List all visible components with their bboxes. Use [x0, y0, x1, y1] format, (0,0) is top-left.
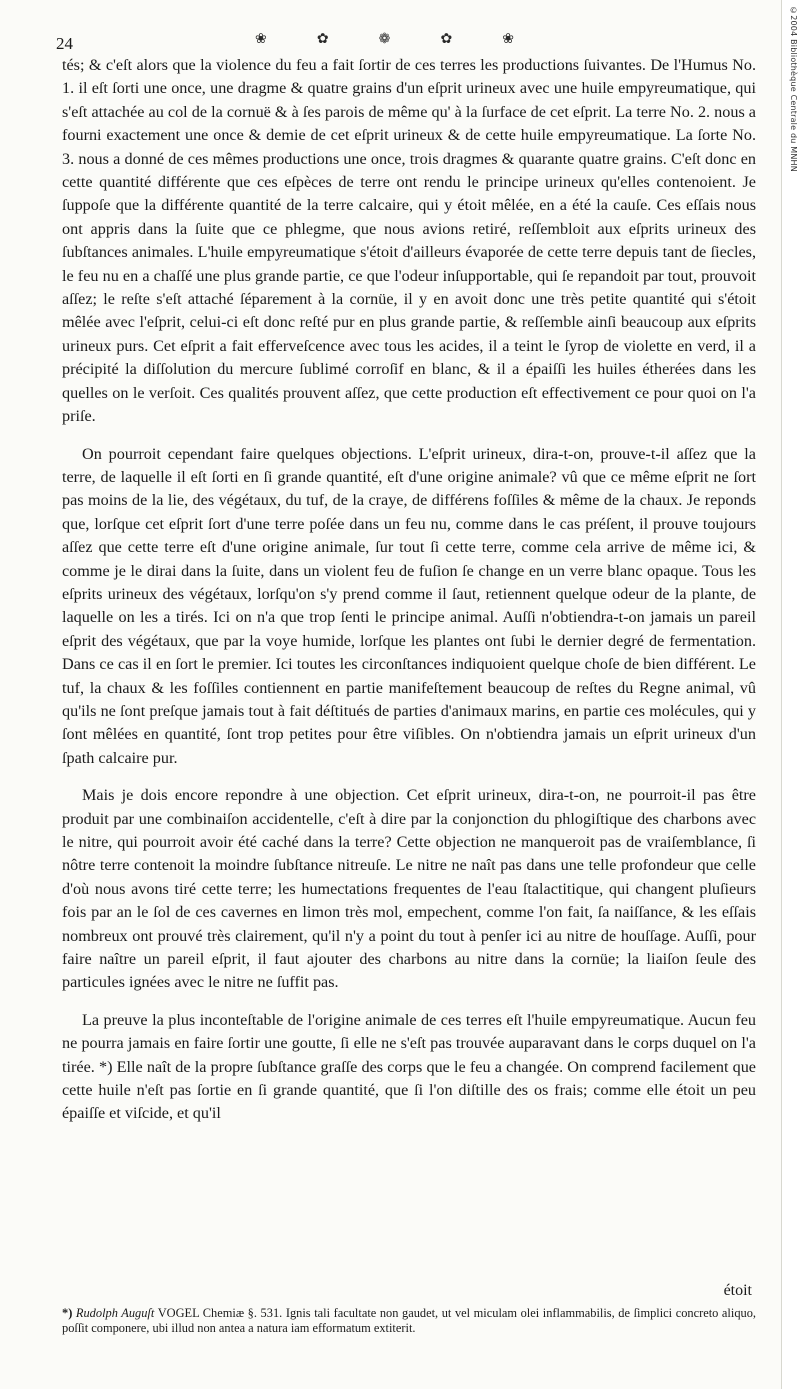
- header-ornament: [255, 30, 515, 48]
- catchword: étoit: [723, 1282, 752, 1299]
- paragraph-1: tés; & c'eſt alors que la violence du feu a fait ſortir de ces terres les productions ſuivantes. De l'Humus No. 1. il eſt ſorti une once, une dragme & quatre grains d'un eſprit urineux avec une huile empyreumatique, qui s'eſt attachée au col de la cornuë & à ſes parois de même qu' à la ſurface de cet eſprit. La terre No. 2. nous a fourni exactement une once & demie de cet eſprit urineux & de cette huile empyreumatique. La ſorte No. 3. nous a donné de ces mêmes productions une once, trois dragmes & quarante quatre grains. C'eſt donc en cette quantité différente que ces eſpèces de terre ont rendu le principe urineux qu'elles contenoient. Je ſuppoſe que la différente quantité de la terre calcaire, qui y étoit mêlée, en a été la cauſe. Ces eſſais nous ont appris dans la ſuite que ce phlegme, que nous avions retiré, reſſembloit aux eſprits urineux des ſubſtances animales. L'huile empyreumatique s'étoit d'ailleurs évaporée de cette terre depuis tant de ſiecles, le feu nu en a chaſſé une plus grande partie, ce que l'odeur inſupportable, qui ſe repandoit par tout, prouvoit aſſez; le reſte s'eſt attaché ſéparement à la cornüe, il y en avoit donc une très petite quantité qui s'étoit mêlée avec l'eſprit, celui-ci eſt donc reſté pur en plus grande partie, & reſſemble ainſi beaucoup aux eſprits urineux purs. Cet eſprit a fait efferveſcence avec tous les acides, il a teint le ſyrop de violette en verd, il a précipité la diſſolution du mercure ſublimé corroſif en blanc, & il a épaiſſi les huiles étherées dans les quelles on le verſoit. Ces qualités prouvent aſſez, que cette production eſt effectivement ce pour quoi on l'a priſe.: [62, 56, 756, 426]
- ornament-flower-icon: ✿: [440, 31, 454, 47]
- body-text: [62, 54, 756, 1126]
- footnote: [62, 1306, 756, 1336]
- ornament-flower-icon: ❁: [378, 31, 392, 47]
- footnote-author: Rudolph Auguſt: [75, 1306, 155, 1320]
- ornament-flower-icon: ❀: [255, 31, 268, 47]
- paragraph-3: Mais je dois encore repondre à une objection. Cet eſprit urineux, dira-t-on, ne pourroit-il pas être produit par une combinaiſon accidentelle, c'eſt à dire par la conjonction du phlogiſtique des charbons avec le nitre, qui pourroit avoir été caché dans la terre? Cette objection ne manqueroit pas de vraiſemblance, ſi nôtre terre contenoit la moindre ſubſtance nitreuſe. Le nitre ne naît pas dans une telle profondeur que celle d'où nous avons tiré cette terre; les humectations frequentes de l'eau ſtalactitique, qui changent pluſieurs fois par an le ſol de ces cavernes en limon très mol, empechent, comme l'on fait, ſa naiſſance, & les eſſais nombreux ont prouvé très clairement, qu'il n'y a point du tout à penſer ici au nitre de houſſage. Auſſi, pour faire naître un pareil eſprit, il faut ajouter des charbons au nitre dans la cornüe; la liaiſon ſeule des particules ignées avec le nitre ne ſuffit pas.: [62, 786, 756, 992]
- library-watermark: ©2004 Bibliothèque Centrale du MNHN: [789, 6, 798, 172]
- scan-margin-strip: [781, 0, 800, 1389]
- paragraph-4: La preuve la plus inconteſtable de l'origine animale de ces terres eſt l'huile empyreumatique. Aucun feu ne pourra jamais en faire ſortir une goutte, ſi elle ne s'eſt pas trouvée auparavant dans le corps duquel on l'a tirée. *) Elle naît de la propre ſubſtance graſſe des corps que le feu a changée. On comprend facilement que cette huile n'eſt pas ſortie en ſi grande quantité, que ſi l'on diſtille des os frais; comme elle étoit un peu épaiſſe et viſcide, et qu'il: [62, 1010, 756, 1123]
- footnote-mark: *): [62, 1306, 73, 1320]
- paragraph-2: On pourroit cependant faire quelques objections. L'eſprit urineux, dira-t-on, prouve-t-il aſſez que la terre, de laquelle il eſt ſorti en ſi grande quantité, eſt d'une origine animale? vû que ce même eſprit ne ſort pas moins de la lie, des végétaux, du tuf, de la craye, de différens foſſiles & même de la chaux. Je reponds que, lorſque cet eſprit ſort d'une terre poſée dans un feu nu, comme dans le cas préſent, il prouve toujours aſſez que cette terre eſt d'une origine animale, ſur tout ſi cette terre, comme cela arrive de même ici, & comme je le dirai dans la ſuite, dans un violent feu de fuſion ſe change en un verre blanc opaque. Tous les eſprits urineux des végétaux, lorſqu'on s'y prend comme il ſaut, retiennent quelque odeur de la plante, de laquelle on les a tirés. Ici on n'a que trop ſenti le principe animal. Auſſi n'obtiendra-t-on jamais un pareil eſprit des végétaux, que par la voye humide, lorſque les plantes ont ſubi le dernier degré de fermentation. Dans ce cas il en ſort le premier. Ici toutes les circonſtances indiquoient quelque choſe de bien différent. Le tuf, la chaux & les foſſiles contiennent en partie manifeſtement beaucoup de reſtes du Regne animal, vû qu'ils ne ſont preſque jamais tout à fait déſtitués de parties d'animaux marins, en partie ces molécules, qui y ſont mêlées en quantité, ſont trop petites pour être viſibles. On n'obtiendra jamais un eſprit urineux d'un ſpath calcaire pur.: [62, 444, 756, 767]
- footnote-text: VOGEL Chemiæ §. 531. Ignis tali facultate non gaudet, ut vel miculam olei inflammabilis, de ſimplici concreto aliquo, poſſit componere, ubi illud non antea a natura iam efformatum extiterit.: [62, 1306, 756, 1335]
- ornament-flower-icon: ✿: [316, 31, 330, 47]
- ornament-flower-icon: ❀: [502, 31, 515, 47]
- page-number: 24: [56, 34, 73, 53]
